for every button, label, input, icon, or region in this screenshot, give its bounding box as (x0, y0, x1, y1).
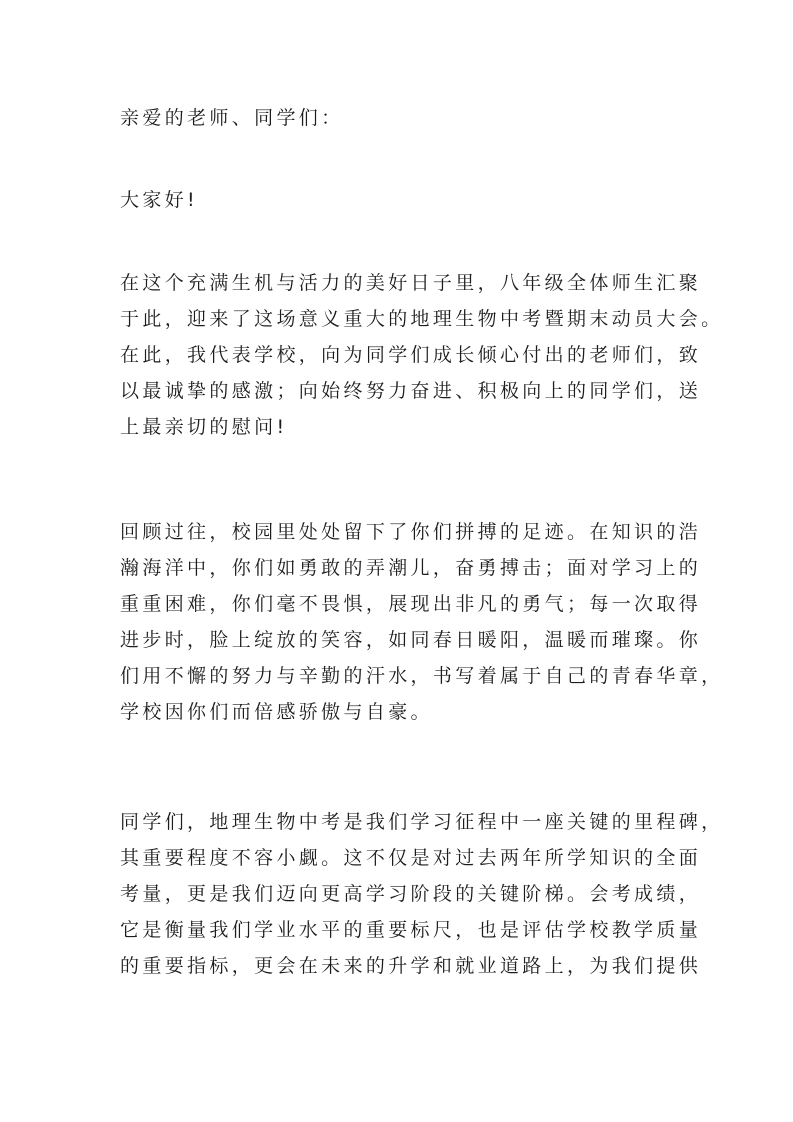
paragraph-line: 瀚海洋中，你们如勇敢的弄潮儿，奋勇搏击；面对学习上的 (120, 557, 702, 579)
paragraph-line: 回顾过往，校园里处处留下了你们拼搏的足迹。在知识的浩 (120, 521, 702, 543)
paragraph-line: 上最亲切的慰问! (120, 416, 288, 438)
paragraph-line: 学校因你们而倍感骄傲与自豪。 (120, 701, 433, 723)
paragraph-line: 于此，迎来了这场意义重大的地理生物中考暨期末动员大会。 (120, 308, 724, 330)
paragraph-line: 其重要程度不容小觑。这不仅是对过去两年所学知识的全面 (120, 847, 702, 869)
paragraph-line: 在此，我代表学校，向为同学们成长倾心付出的老师们，致 (120, 344, 702, 366)
paragraph-line: 它是衡量我们学业水平的重要标尺，也是评估学校教学质量 (120, 919, 702, 941)
paragraph-line: 重重困难，你们毫不畏惧，展现出非凡的勇气；每一次取得 (120, 593, 702, 615)
paragraph-line: 同学们，地理生物中考是我们学习征程中一座关键的里程碑， (120, 811, 724, 833)
paragraph-line: 考量，更是我们迈向更高学习阶段的关键阶梯。会考成绩， (120, 883, 702, 905)
paragraph-line: 们用不懈的努力与辛勤的汗水，书写着属于自己的青春华章， (120, 665, 724, 687)
paragraph-line: 的重要指标，更会在未来的升学和就业道路上，为我们提供 (120, 955, 702, 977)
paragraph-line: 进步时，脸上绽放的笑容，如同春日暖阳，温暖而璀璨。你 (120, 629, 702, 651)
paragraph-line: 以最诚挚的感激；向始终努力奋进、积极向上的同学们，送 (120, 380, 702, 402)
paragraph-line: 在这个充满生机与活力的美好日子里，八年级全体师生汇聚 (120, 272, 702, 294)
greeting: 大家好! (120, 189, 199, 211)
salutation: 亲爱的老师、同学们： (120, 107, 344, 129)
